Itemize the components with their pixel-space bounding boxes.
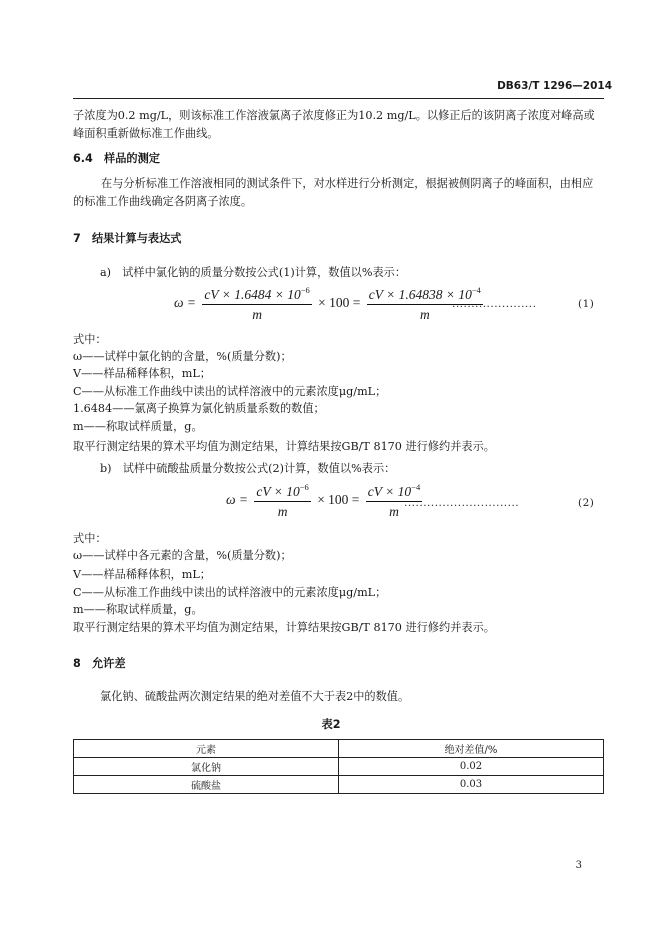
def-a-3: C——从标准工作曲线中读出的试样溶液中的元素浓度μg/mL； [73,385,387,398]
def-b-4: m——称取试样质量，g。 [73,603,203,616]
formula-1: ω = $\frac{cV \times 1.6484 \times 10^{-6}}{m}$ × 100 = $\frac{cV \times 1.64838 \times 10^{-4}}{m}$ [174,285,481,322]
section-8-text: 氯化钠、硫酸盐两次测定结果的绝对差值不大于表2中的数值。 [100,690,410,703]
formula-2-numerator-1: cV × 10 [256,484,300,499]
table-cell-element: 氯化钠 [74,758,339,776]
note-a: 取平行测定结果的算术平均值为测定结果，计算结果按GB/T 8170 进行修约并表示。 [73,440,495,453]
section-6-4-text: 在与分析标准工作溶液相同的测试条件下，对水样进行分析测定，根据被侧阴离子的峰面积，由相应的标准工作曲线确定各阴离子浓度。 [73,177,594,208]
section-8-heading: 8 允许差 [73,657,126,670]
table-row [74,758,604,776]
table-cell-value: 0.02 [339,758,604,776]
table-2-caption: 表2 [321,718,341,731]
page-number: 3 [575,860,582,871]
section-6-4-heading: 6.4 样品的测定 [73,152,160,165]
header-rule [73,98,604,99]
def-a-5: m——称取试样质量，g。 [73,420,203,433]
formula-2-numerator-2: cV × 10 [367,484,412,499]
formula-1-number: (1) [578,298,595,310]
def-a-4: 1.6484——氯离子换算为氯化钠质量系数的数值； [73,402,325,415]
table-header-row [74,740,604,758]
table-cell-element: 硫酸盐 [74,776,339,794]
where-a: 式中： [73,333,107,346]
formula-2: ω = $\frac{cV \times 10^{-6}}{m}$ × 100 = $\frac{cV \times 10^{-4}}{m}$ [226,482,421,519]
document-code: DB63/T 1296—2014 [497,80,612,92]
item-a-intro: a) 试样中氯化钠的质量分数按公式(1)计算，数值以%表示： [100,266,407,279]
formula-1-numerator-2: cV × 1.64838 × 10 [368,287,472,302]
def-b-1: ω——试样中各元素的含量，%(质量分数)； [73,549,292,562]
formula-1-numerator-1: cV × 1.6484 × 10 [204,287,301,302]
table-2 [73,739,604,794]
where-b: 式中： [73,532,107,545]
intro-paragraph: 子浓度为0.2 mg/L，则该标准工作溶液氯离子浓度修正为10.2 mg/L。以修正后的该阴离子浓度对峰高或峰面积重新做标准工作曲线。 [73,109,595,140]
formula-2-denominator-2: m [389,504,399,519]
formula-2-dots: .............................. [404,497,520,509]
section-7-heading: 7 结果计算与表达式 [73,232,182,245]
def-a-1: ω——试样中氯化钠的含量，%(质量分数)； [73,350,292,363]
note-b: 取平行测定结果的算术平均值为测定结果，计算结果按GB/T 8170 进行修约并表示。 [73,621,495,634]
formula-1-denominator-2: m [419,307,430,322]
table-header-difference: 绝对差值/% [339,740,604,758]
table-cell-value: 0.03 [339,776,604,794]
formula-2-denominator-1: m [277,504,288,519]
item-b-intro: b) 试样中硫酸盐质量分数按公式(2)计算，数值以%表示： [100,462,396,475]
def-a-2: V——样品稀释体积，mL； [73,367,211,380]
def-b-3: C——从标准工作曲线中读出的试样溶液中的元素浓度μg/mL； [73,586,387,599]
def-b-2: V——样品稀释体积，mL； [73,568,211,581]
formula-2-number: (2) [578,497,595,509]
table-row [74,776,604,794]
table-header-element: 元素 [74,740,339,758]
formula-1-denominator-1: m [252,307,262,322]
formula-1-dots: ...................... [452,298,537,310]
